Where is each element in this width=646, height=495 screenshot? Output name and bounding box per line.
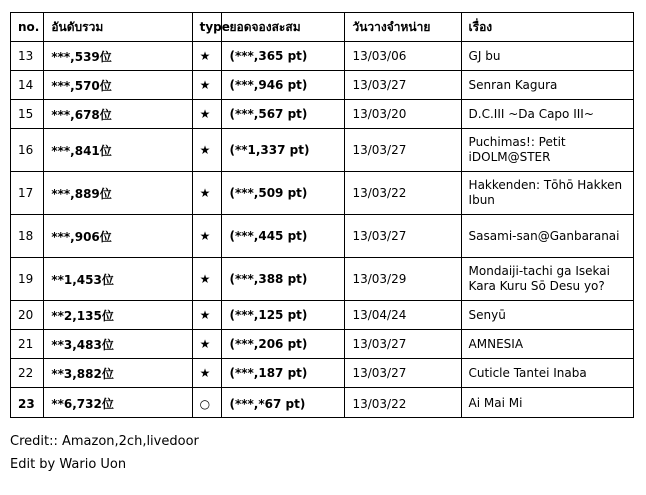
- type-symbol: ★: [192, 100, 222, 129]
- header-release-date: วันวางจำหน่าย: [345, 13, 461, 42]
- overall-rank: ***,889位: [44, 172, 192, 215]
- preorder-points: (***,125 pt): [222, 301, 345, 330]
- table-row: [11, 129, 634, 172]
- preorder-points: (***,567 pt): [222, 100, 345, 129]
- series-title: Mondaiji-tachi ga Isekai Kara Kuru Sō Desu yo?: [461, 258, 633, 301]
- header-rank: อันดับรวม: [44, 13, 192, 42]
- table-body: [11, 42, 634, 418]
- release-date: 13/03/20: [345, 100, 461, 129]
- type-symbol: ★: [192, 330, 222, 359]
- row-number: 21: [11, 330, 44, 359]
- preorder-points: (***,388 pt): [222, 258, 345, 301]
- series-title: Senyū: [461, 301, 633, 330]
- preorder-points: (**1,337 pt): [222, 129, 345, 172]
- release-date: 13/03/27: [345, 129, 461, 172]
- row-number: 22: [11, 359, 44, 388]
- release-date: 13/03/29: [345, 258, 461, 301]
- release-date: 13/03/27: [345, 71, 461, 100]
- table-row: [11, 42, 634, 71]
- header-no: no.: [11, 13, 44, 42]
- overall-rank: **6,732位: [44, 388, 192, 418]
- type-symbol: ★: [192, 359, 222, 388]
- preorder-points: (***,206 pt): [222, 330, 345, 359]
- table-row: [11, 100, 634, 129]
- row-number: 20: [11, 301, 44, 330]
- release-date: 13/04/24: [345, 301, 461, 330]
- series-title: Sasami-san@Ganbaranai: [461, 215, 633, 258]
- preorder-points: (***,187 pt): [222, 359, 345, 388]
- ranking-table: [10, 12, 634, 418]
- series-title: Hakkenden: Tōhō Hakken Ibun: [461, 172, 633, 215]
- credit-line: Credit:: Amazon,2ch,livedoor: [10, 434, 199, 449]
- overall-rank: **2,135位: [44, 301, 192, 330]
- overall-rank: **1,453位: [44, 258, 192, 301]
- table-row: [11, 172, 634, 215]
- preorder-points: (***,946 pt): [222, 71, 345, 100]
- table-row: [11, 388, 634, 418]
- overall-rank: ***,841位: [44, 129, 192, 172]
- type-symbol: ★: [192, 301, 222, 330]
- header-points: ยอดจองสะสม: [222, 13, 345, 42]
- type-symbol: ★: [192, 129, 222, 172]
- series-title: Cuticle Tantei Inaba: [461, 359, 633, 388]
- table-row: [11, 301, 634, 330]
- row-number: 13: [11, 42, 44, 71]
- type-symbol: ★: [192, 215, 222, 258]
- credits-block: [10, 430, 199, 476]
- table-row: [11, 215, 634, 258]
- header-row: [11, 13, 634, 42]
- preorder-points: (***,*67 pt): [222, 388, 345, 418]
- type-symbol: ★: [192, 71, 222, 100]
- row-number: 23: [11, 388, 44, 418]
- edit-line: Edit by Wario Uon: [10, 457, 127, 472]
- table-row: [11, 359, 634, 388]
- series-title: Ai Mai Mi: [461, 388, 633, 418]
- type-symbol: ★: [192, 172, 222, 215]
- series-title: GJ bu: [461, 42, 633, 71]
- release-date: 13/03/22: [345, 388, 461, 418]
- overall-rank: ***,570位: [44, 71, 192, 100]
- overall-rank: ***,539位: [44, 42, 192, 71]
- preorder-points: (***,445 pt): [222, 215, 345, 258]
- overall-rank: **3,882位: [44, 359, 192, 388]
- row-number: 15: [11, 100, 44, 129]
- release-date: 13/03/22: [345, 172, 461, 215]
- series-title: D.C.III ~Da Capo III~: [461, 100, 633, 129]
- preorder-points: (***,509 pt): [222, 172, 345, 215]
- table-row: [11, 258, 634, 301]
- series-title: Senran Kagura: [461, 71, 633, 100]
- table-row: [11, 330, 634, 359]
- release-date: 13/03/06: [345, 42, 461, 71]
- release-date: 13/03/27: [345, 330, 461, 359]
- type-symbol: ○: [192, 388, 222, 418]
- row-number: 17: [11, 172, 44, 215]
- row-number: 16: [11, 129, 44, 172]
- overall-rank: ***,906位: [44, 215, 192, 258]
- release-date: 13/03/27: [345, 215, 461, 258]
- row-number: 14: [11, 71, 44, 100]
- series-title: Puchimas!: Petit iDOLM@STER: [461, 129, 633, 172]
- row-number: 18: [11, 215, 44, 258]
- type-symbol: ★: [192, 42, 222, 71]
- table-row: [11, 71, 634, 100]
- header-title: เรื่อง: [461, 13, 633, 42]
- release-date: 13/03/27: [345, 359, 461, 388]
- row-number: 19: [11, 258, 44, 301]
- overall-rank: **3,483位: [44, 330, 192, 359]
- overall-rank: ***,678位: [44, 100, 192, 129]
- type-symbol: ★: [192, 258, 222, 301]
- series-title: AMNESIA: [461, 330, 633, 359]
- header-type: type: [192, 13, 222, 42]
- preorder-points: (***,365 pt): [222, 42, 345, 71]
